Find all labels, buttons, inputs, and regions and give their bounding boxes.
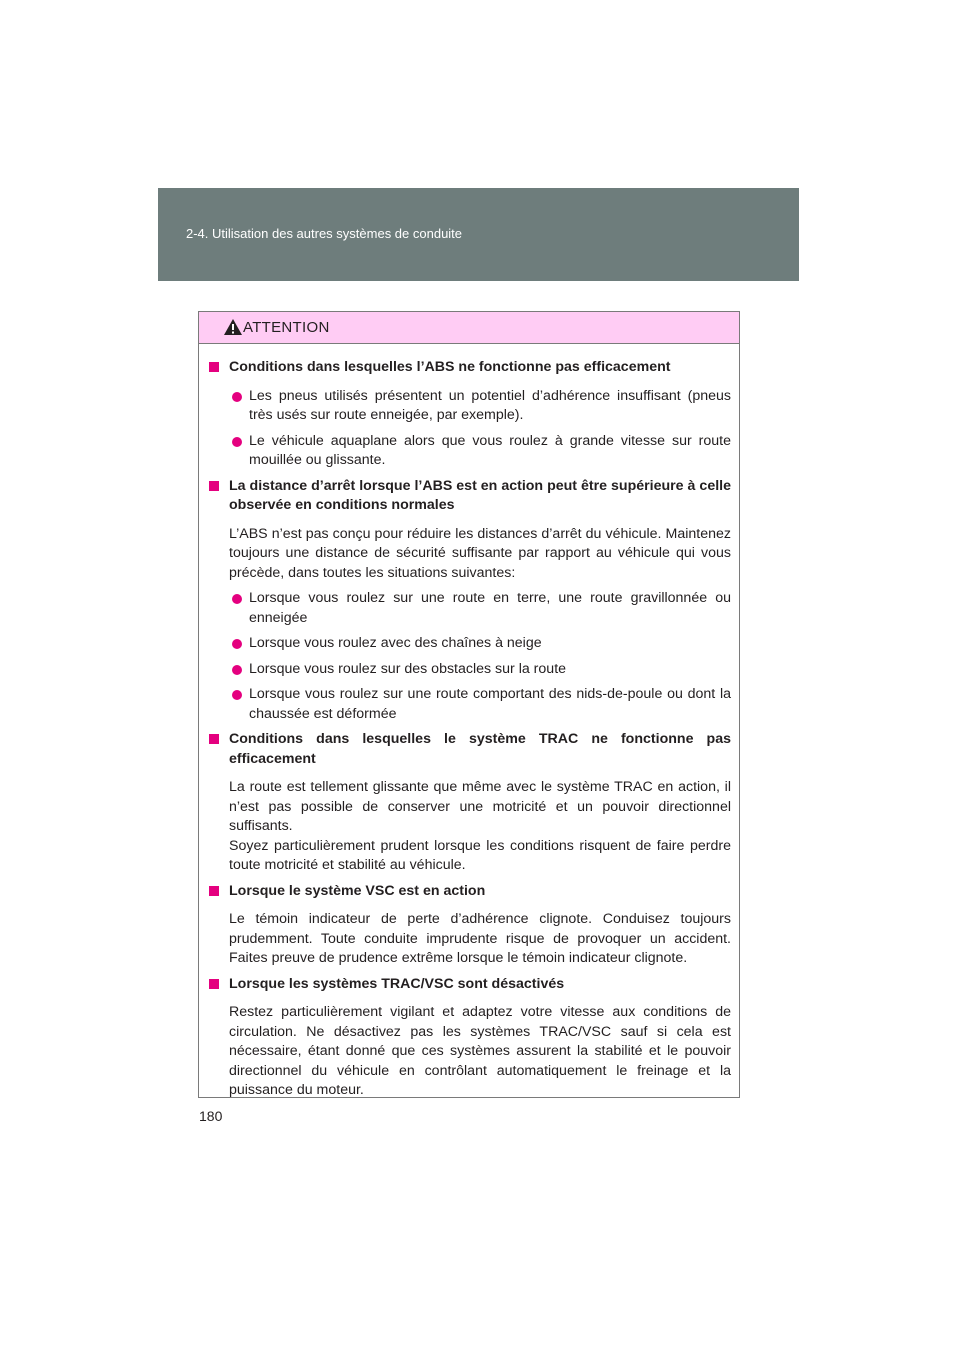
- list-item: Lorsque vous roulez sur des obstacles sur la route: [229, 660, 731, 680]
- paragraph: La route est tellement glissante que même avec le système TRAC en action, il n’est pas possible de conserver une motricité et un pouvoir directionnel suffisants.: [229, 779, 731, 834]
- warning-section: [209, 882, 731, 969]
- paragraph: L’ABS n’est pas conçu pour réduire les distances d’arrêt du véhicule. Maintenez toujours une distance de sécurité suffisante par rapport au véhicule qui vous précède, dans toutes les situations suivantes:: [229, 525, 731, 581]
- paragraph: Le témoin indicateur de perte d’adhérence clignote. Conduisez toujours prudemment. Toute conduite imprudente risque de provoquer un accident. Faites preuve de prudence extrême lorsque le témoin indicateur clignote.: [229, 911, 731, 966]
- square-bullet-icon: [209, 734, 219, 744]
- circle-bullet-icon: [232, 594, 242, 604]
- square-bullet-icon: [209, 362, 219, 372]
- paragraph: Restez particulièrement vigilant et adaptez votre vitesse aux conditions de circulation. Ne désactivez pas les systèmes TRAC/VSC sauf si cela est nécessaire, étant donné que ces systèmes assurent la stabilité et le pouvoir directionnel du véhicule en contrôlant automatiquement le freinage et la puissance du moteur.: [229, 1004, 731, 1098]
- warning-section: [209, 975, 731, 1101]
- warning-header: [199, 312, 739, 344]
- square-bullet-icon: [209, 886, 219, 896]
- circle-bullet-icon: [232, 437, 242, 447]
- section-heading: La distance d’arrêt lorsque l’ABS est en action peut être supérieure à celle observée en conditions normales: [209, 477, 731, 516]
- section-heading: Lorsque les systèmes TRAC/VSC sont désactivés: [209, 975, 731, 995]
- circle-bullet-icon: [232, 639, 242, 649]
- circle-bullet-icon: [232, 392, 242, 402]
- list-item: Lorsque vous roulez sur une route comportant des nids-de-poule ou dont la chaussée est déformée: [229, 685, 731, 724]
- warning-box: [198, 311, 740, 1098]
- list-item: Les pneus utilisés présentent un potentiel d’adhérence insuffisant (pneus très usés sur route enneigée, par exemple).: [229, 387, 731, 426]
- circle-bullet-icon: [232, 690, 242, 700]
- section-heading: Conditions dans lesquelles le système TRAC ne fonctionne pas efficacement: [209, 730, 731, 769]
- warning-section: [209, 477, 731, 725]
- section-heading: Lorsque le système VSC est en action: [209, 882, 731, 902]
- warning-section: [209, 730, 731, 876]
- list-item: Lorsque vous roulez sur une route en terre, une route gravillonnée ou enneigée: [229, 589, 731, 628]
- warning-title: ATTENTION: [243, 319, 330, 336]
- warning-body: [199, 344, 739, 1101]
- paragraph: Soyez particulièrement prudent lorsque les conditions risquent de faire perdre toute motricité et stabilité au véhicule.: [229, 837, 731, 873]
- circle-bullet-icon: [232, 665, 242, 675]
- square-bullet-icon: [209, 979, 219, 989]
- list-item: Lorsque vous roulez avec des chaînes à neige: [229, 634, 731, 654]
- square-bullet-icon: [209, 481, 219, 491]
- header-band: [158, 188, 799, 281]
- section-title: 2-4. Utilisation des autres systèmes de conduite: [186, 226, 463, 241]
- list-item: Le véhicule aquaplane alors que vous roulez à grande vitesse sur route mouillée ou glissante.: [229, 432, 731, 471]
- warning-section: [209, 358, 731, 471]
- warning-triangle-icon: [223, 318, 243, 336]
- section-heading: Conditions dans lesquelles l’ABS ne fonctionne pas efficacement: [209, 358, 731, 378]
- page-number: 180: [199, 1108, 223, 1124]
